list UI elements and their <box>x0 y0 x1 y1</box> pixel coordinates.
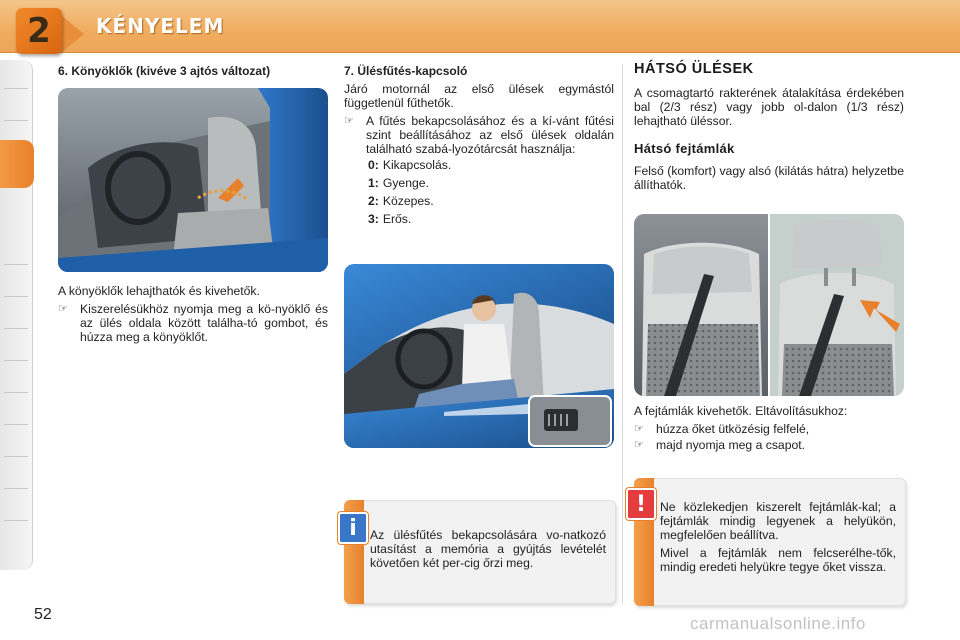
seat-heating-bullet <box>344 114 614 156</box>
rear-headrest-illustration <box>634 214 904 396</box>
page-number: 52 <box>34 606 52 623</box>
rear-headrest-image <box>634 214 904 396</box>
rear-seats-text <box>634 62 904 196</box>
watermark: carmanualsonline.info <box>690 614 866 633</box>
seat-heating-heading: 7. Ülésfűtés-kapcsoló <box>344 64 468 78</box>
armrest-bullet <box>58 302 328 344</box>
seat-heating-text <box>344 64 614 230</box>
heating-level-2: 2: Közepes. <box>368 194 434 208</box>
armrest-illustration <box>58 88 328 272</box>
warning-para-1: Ne közlekedjen kiszerelt fejtámlák-kal; a fejtámlák mindig legyenek a helyükön, megfelelően beállítva. <box>660 500 896 542</box>
tab-divider <box>4 424 28 425</box>
hand-pointer-icon: ☞ <box>58 303 68 315</box>
headrest-removal-text <box>634 404 904 454</box>
hand-pointer-icon: ☞ <box>634 439 644 451</box>
armrest-heading: 6. Könyöklők (kivéve 3 ajtós változat) <box>58 64 271 78</box>
rear-seats-title: HÁTSÓ ÜLÉSEK <box>634 61 754 77</box>
header-arrow-decoration <box>62 16 84 52</box>
tab-divider <box>4 456 28 457</box>
rear-seats-para: A csomagtartó rakterének átalakítása érdekében bal (2/3 rész) vagy jobb ol-dalon (1/3 rész) lehajtható üléssor. <box>634 86 904 128</box>
warning-note-text <box>660 500 896 578</box>
tab-divider <box>4 328 28 329</box>
headrest-removal-bullet-1: ☞ húzza őket ütközésig felfelé, <box>634 422 810 436</box>
warning-para-2: Mivel a fejtámlák nem felcserélhe-tők, mindig eredeti helyükre tegye őket vissza. <box>660 546 896 574</box>
hand-pointer-icon: ☞ <box>634 423 644 435</box>
info-note-text: Az ülésfűtés bekapcsolására vo-natkozó utasítást a memória a gyújtás levételét követően két per-cig őrzi meg. <box>370 528 606 570</box>
chapter-number-badge: 2 <box>16 8 62 54</box>
heating-level-3: 3: Erős. <box>368 212 412 226</box>
tab-divider <box>4 264 28 265</box>
heating-level-0: 0: Kikapcsolás. <box>368 158 452 172</box>
chapter-tab-active[interactable] <box>0 140 34 188</box>
rear-headrest-para: Felső (komfort) vagy alsó (kilátás hátra) helyzetbe állíthatók. <box>634 164 904 192</box>
rear-headrest-title: Hátsó fejtámlák <box>634 141 735 156</box>
tab-divider <box>4 392 28 393</box>
tab-divider <box>4 296 28 297</box>
tab-divider <box>4 488 28 489</box>
armrest-text <box>58 284 328 346</box>
tab-divider <box>4 88 28 89</box>
warning-icon: ! <box>626 488 656 520</box>
seat-heating-illustration <box>344 264 614 448</box>
armrest-bullet-text: Kiszerelésükhöz nyomja meg a kö-nyöklő és az ülés oldala között találha-tó gombot, és húzza meg a könyöklőt. <box>80 302 328 344</box>
seat-heating-bullet-text: A fűtés bekapcsolásához és a kí-vánt fűtési szint beállításához az első ülések oldalán található szabá-lyozótárcsát használja: <box>366 114 614 156</box>
tab-divider <box>4 120 28 121</box>
tab-divider <box>4 360 28 361</box>
headrest-removal-bullet-2: ☞ majd nyomja meg a csapot. <box>634 438 806 452</box>
page-title: KÉNYELEM <box>96 14 225 38</box>
seat-heating-para: Járó motornál az első ülések egymástól függetlenül fűthetők. <box>344 82 614 110</box>
hand-pointer-icon: ☞ <box>344 115 354 127</box>
chapter-tab-strip <box>0 60 33 570</box>
armrest-para: A könyöklők lehajthatók és kivehetők. <box>58 284 260 298</box>
car-front-seat-armrest-image <box>58 88 328 272</box>
heating-level-1: 1: Gyenge. <box>368 176 429 190</box>
info-icon: i <box>338 512 368 544</box>
headrest-removal-para: A fejtámlák kivehetők. Eltávolításukhoz: <box>634 404 848 418</box>
car-driver-seat-heating-image <box>344 264 614 448</box>
tab-divider <box>4 520 28 521</box>
column-divider <box>622 64 623 604</box>
